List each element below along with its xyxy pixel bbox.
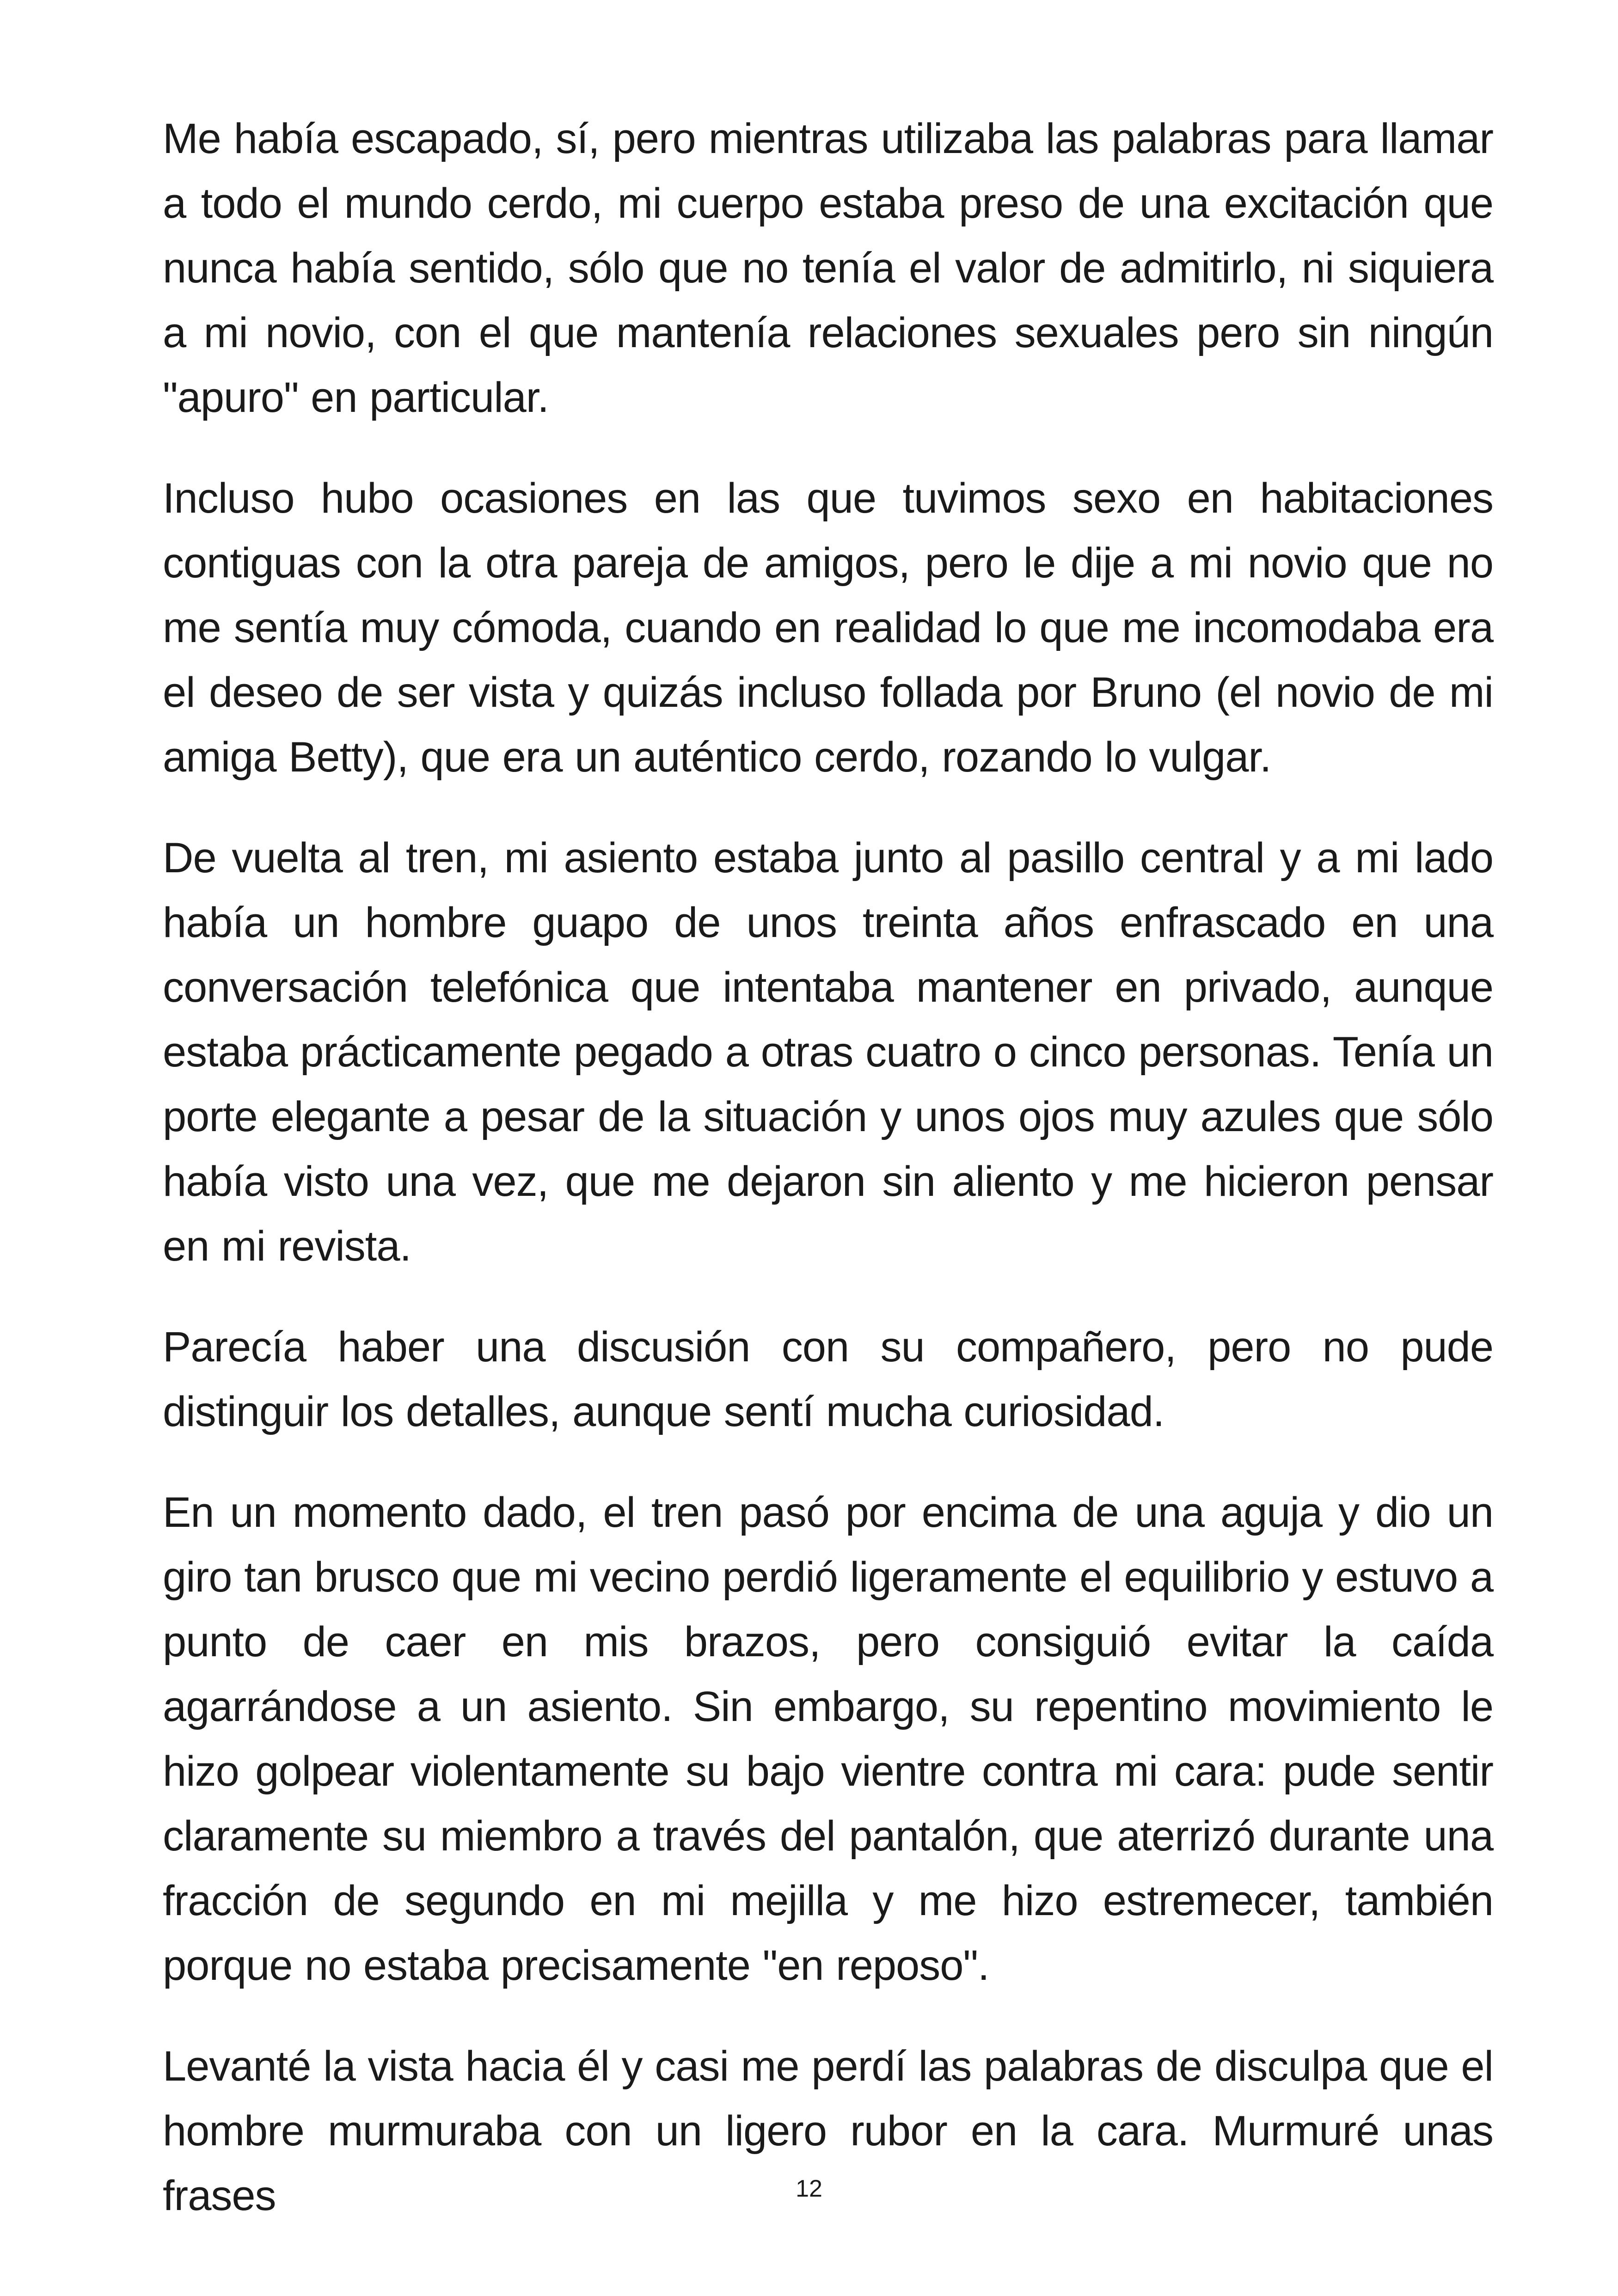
page-number: 12 — [796, 2175, 822, 2202]
paragraph-6: Levanté la vista hacia él y casi me perdí las palabras de disculpa que el hombre murmuraba con un ligero rubor en la cara. Murmuré unas frases — [163, 2043, 1493, 2219]
body-text — [163, 106, 1493, 2228]
paragraph-5: En un momento dado, el tren pasó por encima de una aguja y dio un giro tan brusco que mi vecino perdió ligeramente el equilibrio y estuvo a punto de caer en mis brazos, pero consiguió evitar la caída agarrándose a un asiento. Sin embargo, su repentino movimiento le hizo golpear violentamente su bajo vientre contra mi cara: pude sentir claramente su miembro a través del pantalón, que aterrizó durante una fracción de segundo en mi mejilla y me hizo estremecer, también porque no estaba precisamente "en reposo". — [163, 1489, 1493, 1989]
paragraph-2: Incluso hubo ocasiones en las que tuvimos sexo en habitaciones contiguas con la otra pareja de amigos, pero le dije a mi novio que no me sentía muy cómoda, cuando en realidad lo que me incomodaba era el deseo de ser vista y quizás incluso follada por Bruno (el novio de mi amiga Betty), que era un auténtico cerdo, rozando lo vulgar. — [163, 475, 1493, 781]
paragraph-3: De vuelta al tren, mi asiento estaba junto al pasillo central y a mi lado había un hombre guapo de unos treinta años enfrascado en una conversación telefónica que intentaba mantener en privado, aunque estaba prácticamente pegado a otras cuatro o cinco personas. Tenía un porte elegante a pesar de la situación y unos ojos muy azules que sólo había visto una vez, que me dejaron sin aliento y me hicieron pensar en mi revista. — [163, 834, 1493, 1270]
paragraph-1: Me había escapado, sí, pero mientras utilizaba las palabras para llamar a todo el mundo cerdo, mi cuerpo estaba preso de una excitación que nunca había sentido, sólo que no tenía el valor de admitirlo, ni siquiera a mi novio, con el que mantenía relaciones sexuales pero sin ningún "apuro" en particular. — [163, 115, 1493, 421]
paragraph-4: Parecía haber una discusión con su compañero, pero no pude distinguir los detalles, aunque sentí mucha curiosidad. — [163, 1323, 1493, 1435]
